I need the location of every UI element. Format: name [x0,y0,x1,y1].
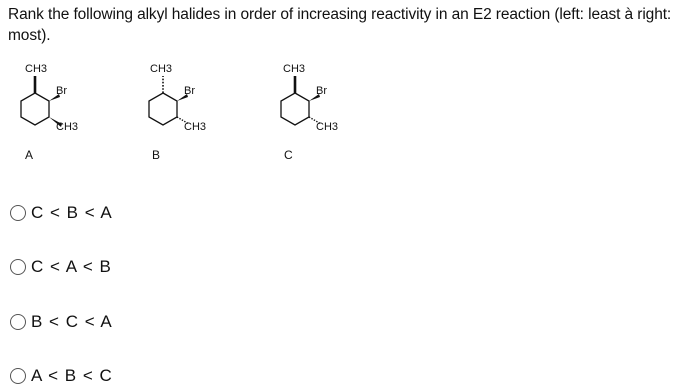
molecule-b-ch3-top: CH3 [150,63,173,75]
option-3[interactable] [10,312,113,332]
molecule-b-br: Br [184,85,195,97]
molecule-a-ch3-top: CH3 [25,63,48,75]
molecule-c-br: Br [316,85,327,97]
molecule-b-ch3-sub: CH3 [184,121,207,133]
option-2[interactable] [10,257,112,277]
molecule-a-label: A [25,148,34,162]
option-3-radio[interactable] [10,314,26,330]
molecule-c-ch3-top: CH3 [283,63,306,75]
option-1-text: C < B < A [31,203,113,222]
option-3-text: B < C < A [31,312,113,331]
molecule-a-br: Br [56,85,67,97]
option-4[interactable] [10,366,113,386]
option-1-radio[interactable] [10,205,26,221]
molecule-b-label: B [152,148,161,162]
option-2-radio[interactable] [10,259,26,275]
molecule-c [270,58,410,168]
molecule-a [10,58,150,168]
option-4-radio[interactable] [10,368,26,384]
molecule-b [138,58,278,168]
question-text: Rank the following alkyl halides in order of increasing reactivity in an E2 reaction (left: least à right: most). [8,6,672,44]
option-4-text: A < B < C [31,366,113,385]
option-1[interactable] [10,203,113,223]
option-2-text: C < A < B [31,257,112,276]
molecule-c-ch3-sub: CH3 [316,121,339,133]
molecule-a-ch3-sub: CH3 [56,121,79,133]
molecule-c-label: C [284,148,293,162]
